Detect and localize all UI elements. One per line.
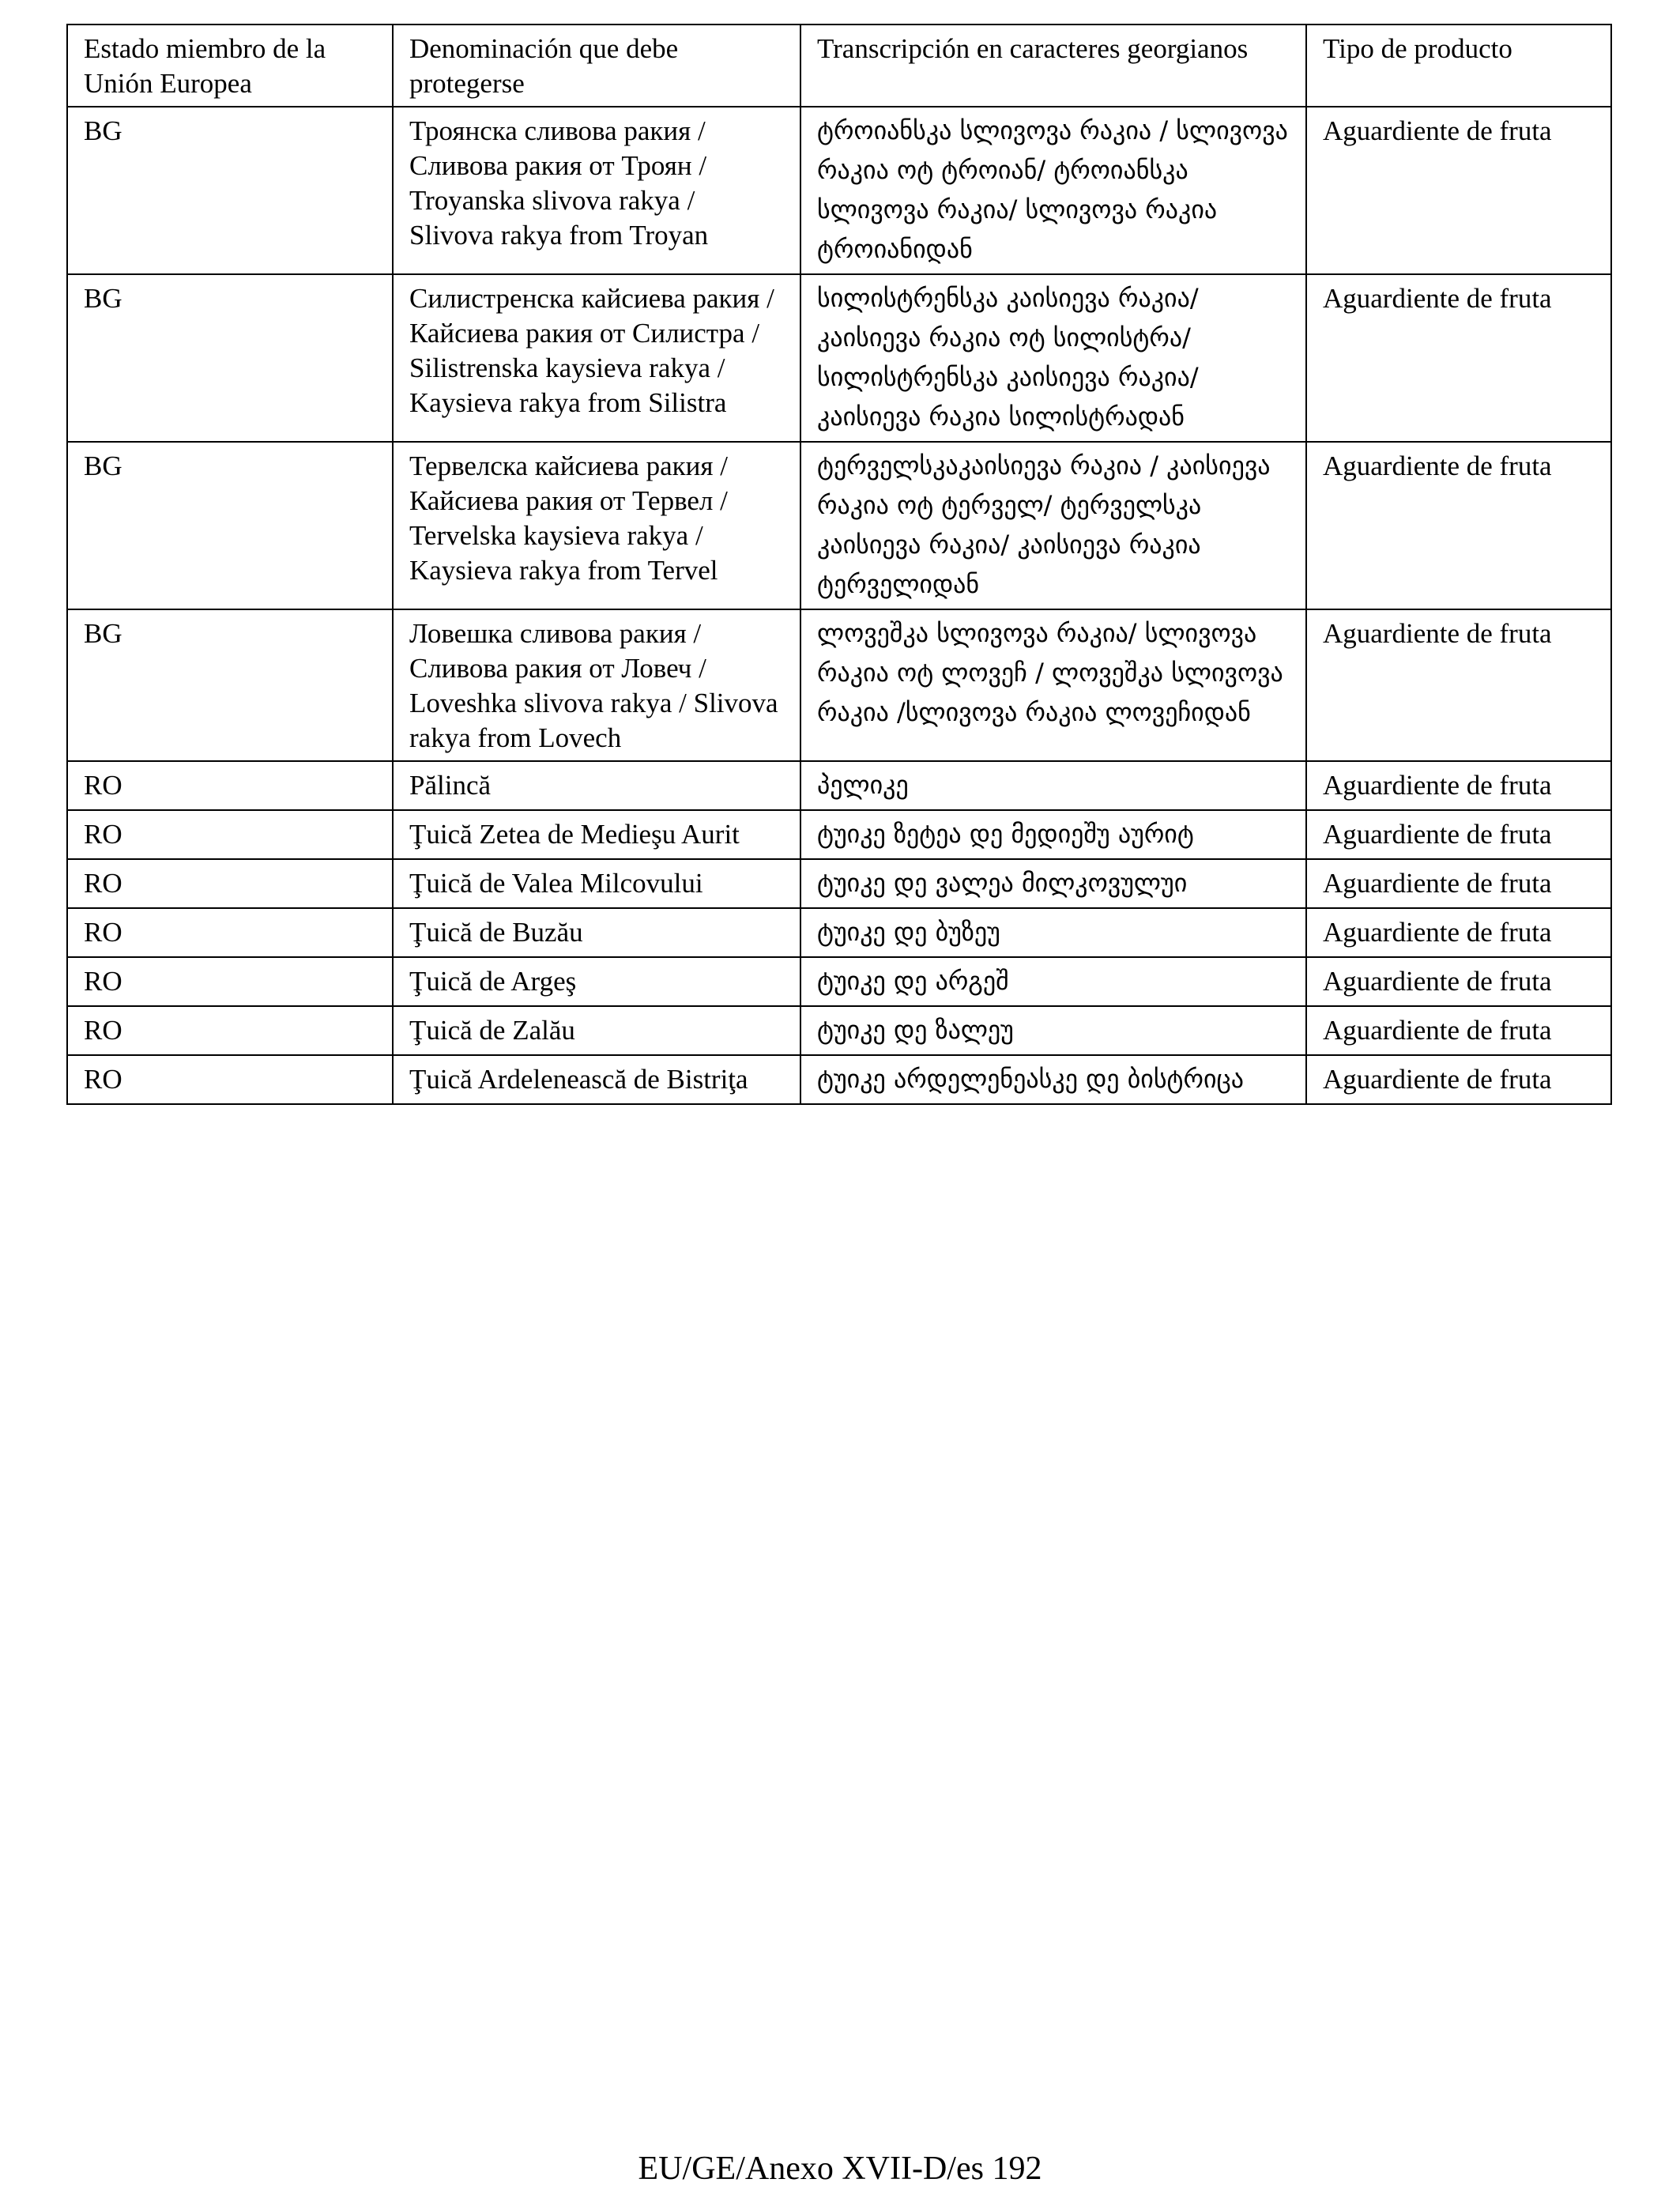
cell-georgian-transcription: ტროიანსკა სლივოვა რაკია / სლივოვა რაკია ოტ ტროიან/ ტროიანსკა სლივოვა რაკია/ სლივოვა რაკია ტროიანიდან [800, 107, 1306, 274]
cell-georgian-transcription: ტუიკე დე ზალეუ [800, 1006, 1306, 1055]
cell-member-state: RO [67, 957, 393, 1006]
cell-denomination: Троянска сливова ракия / Сливова ракия от Троян / Troyanska slivova rakya / Slivova rakya from Troyan [393, 107, 800, 274]
cell-member-state: RO [67, 1006, 393, 1055]
table-row [67, 442, 1611, 609]
table-row [67, 908, 1611, 957]
cell-georgian-transcription: ტუიკე დე არგეშ [800, 957, 1306, 1006]
cell-denomination: Ţuică de Zalău [393, 1006, 800, 1055]
cell-denomination: Ţuică Ardelenească de Bistriţa [393, 1055, 800, 1104]
table-row [67, 859, 1611, 908]
table-row [67, 957, 1611, 1006]
cell-georgian-transcription: სილისტრენსკა კაისიევა რაკია/ კაისიევა რაკია ოტ სილისტრა/ სილისტრენსკა კაისიევა რაკია/ კაისიევა რაკია სილისტრადან [800, 274, 1306, 442]
cell-member-state: RO [67, 859, 393, 908]
cell-member-state: RO [67, 761, 393, 810]
cell-member-state: RO [67, 810, 393, 859]
cell-member-state: RO [67, 1055, 393, 1104]
cell-product-type: Aguardiente de fruta [1306, 810, 1611, 859]
cell-georgian-transcription: ლოვეშკა სლივოვა რაკია/ სლივოვა რაკია ოტ ლოვეჩ / ლოვეშკა სლივოვა რაკია /სლივოვა რაკია ლოვეჩიდან [800, 609, 1306, 761]
table-header-row [67, 25, 1611, 107]
cell-product-type: Aguardiente de fruta [1306, 859, 1611, 908]
table-row [67, 1006, 1611, 1055]
cell-denomination: Силистренска кайсиева ракия / Кайсиева ракия от Силистра / Silistrenska kaysieva rakya / Kaysieva rakya from Silistra [393, 274, 800, 442]
cell-georgian-transcription: პელიკე [800, 761, 1306, 810]
cell-member-state: RO [67, 908, 393, 957]
cell-product-type: Aguardiente de fruta [1306, 908, 1611, 957]
cell-denomination: Тервелска кайсиева ракия / Кайсиева ракия от Тервел / Tervelska kaysieva rakya / Kaysieva rakya from Tervel [393, 442, 800, 609]
cell-georgian-transcription: ტუიკე დე ბუზეუ [800, 908, 1306, 957]
cell-georgian-transcription: ტერველსკაკაისიევა რაკია / კაისიევა რაკია ოტ ტერველ/ ტერველსკა კაისიევა რაკია/ კაისიევა რაკია ტერველიდან [800, 442, 1306, 609]
page-footer-label: EU/GE/Anexo XVII-D/es 192 [638, 2151, 1042, 2187]
cell-product-type: Aguardiente de fruta [1306, 957, 1611, 1006]
header-georgian-transcription: Transcripción en caracteres georgianos [800, 25, 1306, 107]
cell-denomination: Pălincă [393, 761, 800, 810]
table-row [67, 274, 1611, 442]
cell-product-type: Aguardiente de fruta [1306, 107, 1611, 274]
cell-product-type: Aguardiente de fruta [1306, 1055, 1611, 1104]
table-row [67, 761, 1611, 810]
cell-product-type: Aguardiente de fruta [1306, 274, 1611, 442]
spirits-gi-table [66, 24, 1612, 1105]
cell-denomination: Ţuică de Valea Milcovului [393, 859, 800, 908]
header-product-type: Tipo de producto [1306, 25, 1611, 107]
cell-product-type: Aguardiente de fruta [1306, 609, 1611, 761]
cell-georgian-transcription: ტუიკე ზეტეა დე მედიეშუ აურიტ [800, 810, 1306, 859]
cell-product-type: Aguardiente de fruta [1306, 1006, 1611, 1055]
cell-product-type: Aguardiente de fruta [1306, 442, 1611, 609]
cell-denomination: Ловешка сливова ракия / Сливова ракия от Ловеч / Loveshka slivova rakya / Slivova rakya from Lovech [393, 609, 800, 761]
cell-denomination: Ţuică de Buzău [393, 908, 800, 957]
cell-denomination: Ţuică Zetea de Medieşu Aurit [393, 810, 800, 859]
table-row [67, 1055, 1611, 1104]
cell-member-state: BG [67, 442, 393, 609]
cell-member-state: BG [67, 107, 393, 274]
table-row [67, 107, 1611, 274]
table-row [67, 810, 1611, 859]
cell-georgian-transcription: ტუიკე არდელენეასკე დე ბისტრიცა [800, 1055, 1306, 1104]
cell-member-state: BG [67, 609, 393, 761]
cell-denomination: Ţuică de Argeş [393, 957, 800, 1006]
header-denomination: Denominación que debe protegerse [393, 25, 800, 107]
cell-georgian-transcription: ტუიკე დე ვალეა მილკოვულუი [800, 859, 1306, 908]
cell-product-type: Aguardiente de fruta [1306, 761, 1611, 810]
header-member-state: Estado miembro de la Unión Europea [67, 25, 393, 107]
table-row [67, 609, 1611, 761]
cell-member-state: BG [67, 274, 393, 442]
